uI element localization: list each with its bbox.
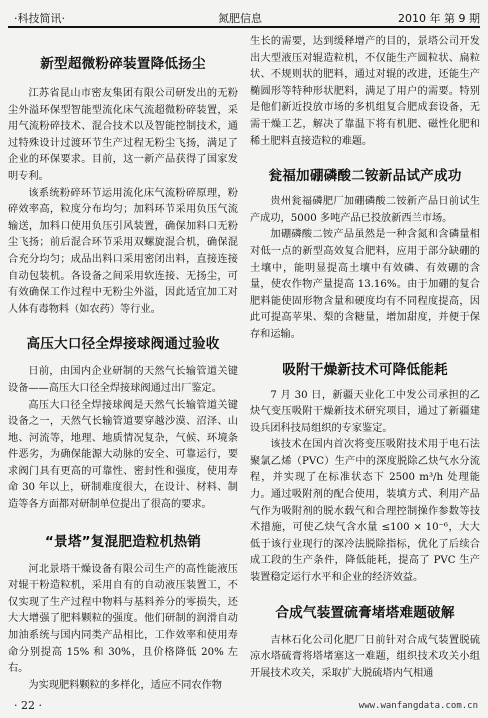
article-paragraph: 河北景塔干燥设备有限公司生产的高性能液压对辊干粉造粒机，采用自有的自动液压装置工，不仅实现了生产过程中物料与基料养分的零损失，还大大增强了肥料颗粒的强度。他们研制的润滑自动加油系统与国内同类产品相比，工作效率和使用寿命分别提高 15% 和 30%，且价格降低 20% 左右。: [8, 563, 238, 675]
article-paragraph: 日前，由国内企业研制的天然气长输管道关键设备——高压大口径全焊接球阀通过出厂鉴定。: [8, 366, 238, 394]
article-paragraph: 该系统粉碎环节运用流化床气流粉碎原理，粉碎效率高，粒度分布均匀；加料环节采用负压气流输送，加料口使用负压引风装置，确保加料口无粉尘飞扬；前后混合环节采用双螺旋混合机，确保混合充分均匀；成品出料口采用密闭出料，直接连接自动包装机。各设备之间采用软连接、无扬尘，可有效确保工作过程中无粉尘外溢，因此适宜加工对人体有毒物料（如农药）等行业。: [8, 187, 238, 315]
article: [250, 344, 480, 587]
article-paragraph: 为实现肥料颗粒的多样化，适应不同农作物: [28, 679, 222, 691]
article: [8, 514, 238, 695]
article-title: 新型超微粉碎装置降低扬尘: [40, 56, 206, 72]
article: [250, 34, 480, 150]
article: [250, 587, 480, 683]
article-title: 高压大口径全焊接球阀通过验收: [26, 336, 220, 353]
page-footer: [0, 695, 488, 717]
left-column: [8, 34, 238, 694]
page-number: · 22 ·: [14, 699, 42, 712]
article-paragraph: 该技术在国内首次将变压吸附技术用于电石法聚氯乙烯（PVC）生产中的深度脱除乙炔气水分流程，并实现了在标准状态下 2500 m³/h 处理能力。通过吸附剂的配合使用，装填方式、利用产品气作为吸附剂的脱水载气和合理控制操作参数等技术措施，可使乙炔气含水量 ≤100 × 10⁻⁶，大大低于该行业现行的深冷法脱除指标，优化了后续合成工段的生产条件，降低能耗，提高了 PVC 生产装置稳定运行水平和企业的经济效益。: [250, 439, 480, 584]
watermark: www.wanfangdata.com.cn: [358, 701, 478, 711]
article-title: 合成气装置硫膏堵塔难题破解: [275, 604, 455, 621]
article-paragraph: 生长的需要，达到缓释增产的目的，景塔公司开发出大型液压对辊造粒机，不仅能生产圆粒状、扁粒状、不规则状的肥料，通过对辊的改进，还能生产椭圆形等特种形状肥料，满足了用户的需要。特别是他们新近投放市场的多机组复合肥成套设备，无需干燥工艺，解决了靠温下将有机肥、磁性化肥和稀土肥料直接造粒的难题。: [250, 36, 480, 147]
article-paragraph: 7 月 30 日，新疆天业化工中发公司承担的乙炔气变压吸附干燥新技术研究项目，通过了新疆建设兵团科技局组织的专家鉴定。: [250, 389, 480, 434]
article: [250, 150, 480, 343]
article-paragraph: 江苏省昆山市密友集团有限公司研发出的无粉尘外溢环保型智能型流化床气流超微粉碎装置，采用气流粉碎技术、混合技术以及智能控制技术，通过特殊设计过渡环节生产过程无粉尘飞扬，满足了企业的环保要求。目前，这一新产品获得了国家发明专利。: [8, 88, 238, 182]
article-paragraph: 高压大口径全焊接球阀是天然气长输管道关键设备之一，天然气长输管道要穿越沙漠、沼泽、山地、河流等，地理、地质情况复杂，气候、环境条件恶劣，为确保能源大动脉的安全、可靠运行，要求阀门具有更高的可靠性、密封性和强度，使用寿命 30 年以上，研制难度很大，在设计、材料、制造等各方面都对研制单位提出了很高的要求。: [8, 399, 238, 511]
article-paragraph: 贵州瓮福磷肥厂加硼磷酸二铵新产品日前试生产成功，5000 多吨产品已投放新西兰市场。: [250, 196, 480, 224]
article-paragraph: 吉林石化公司化肥厂日前针对合成气装置脱硫凉水塔硫膏将塔堵塞这一难题，组织技术攻关小组开展技术攻关，采取扩大脱硫塔内气相通: [250, 634, 480, 679]
header-issue: 2010 年 第 9 期: [398, 12, 480, 25]
article: [8, 34, 238, 318]
header-rule: [8, 26, 480, 28]
article-title: “景塔”复混肥造粒机热销: [44, 533, 202, 550]
article: [8, 318, 238, 513]
article-paragraph: 加硼磷酸二铵产品虽然是一种含氮和含磷量相对低一点的新型高效复合肥料，应用于部分缺硼的土壤中，能明显提高土壤中有效磷、有效硼的含量，使农作物产量提高 13.16%。由于加硼的复合肥料能使固形物含量和硬度均有不同程度提高，因此可提高苹果、梨的含糖量，增加甜度，并便于保存和运输。: [250, 229, 480, 340]
article-title: 瓮福加硼磷酸二铵新品试产成功: [268, 168, 462, 185]
article-title: 吸附干燥新技术可降低能耗: [282, 361, 448, 378]
page-header: [0, 0, 488, 30]
right-column: [250, 34, 480, 682]
header-journal-name: 氮肥信息: [218, 12, 262, 25]
header-section-label: ·科技简讯·: [14, 12, 65, 25]
